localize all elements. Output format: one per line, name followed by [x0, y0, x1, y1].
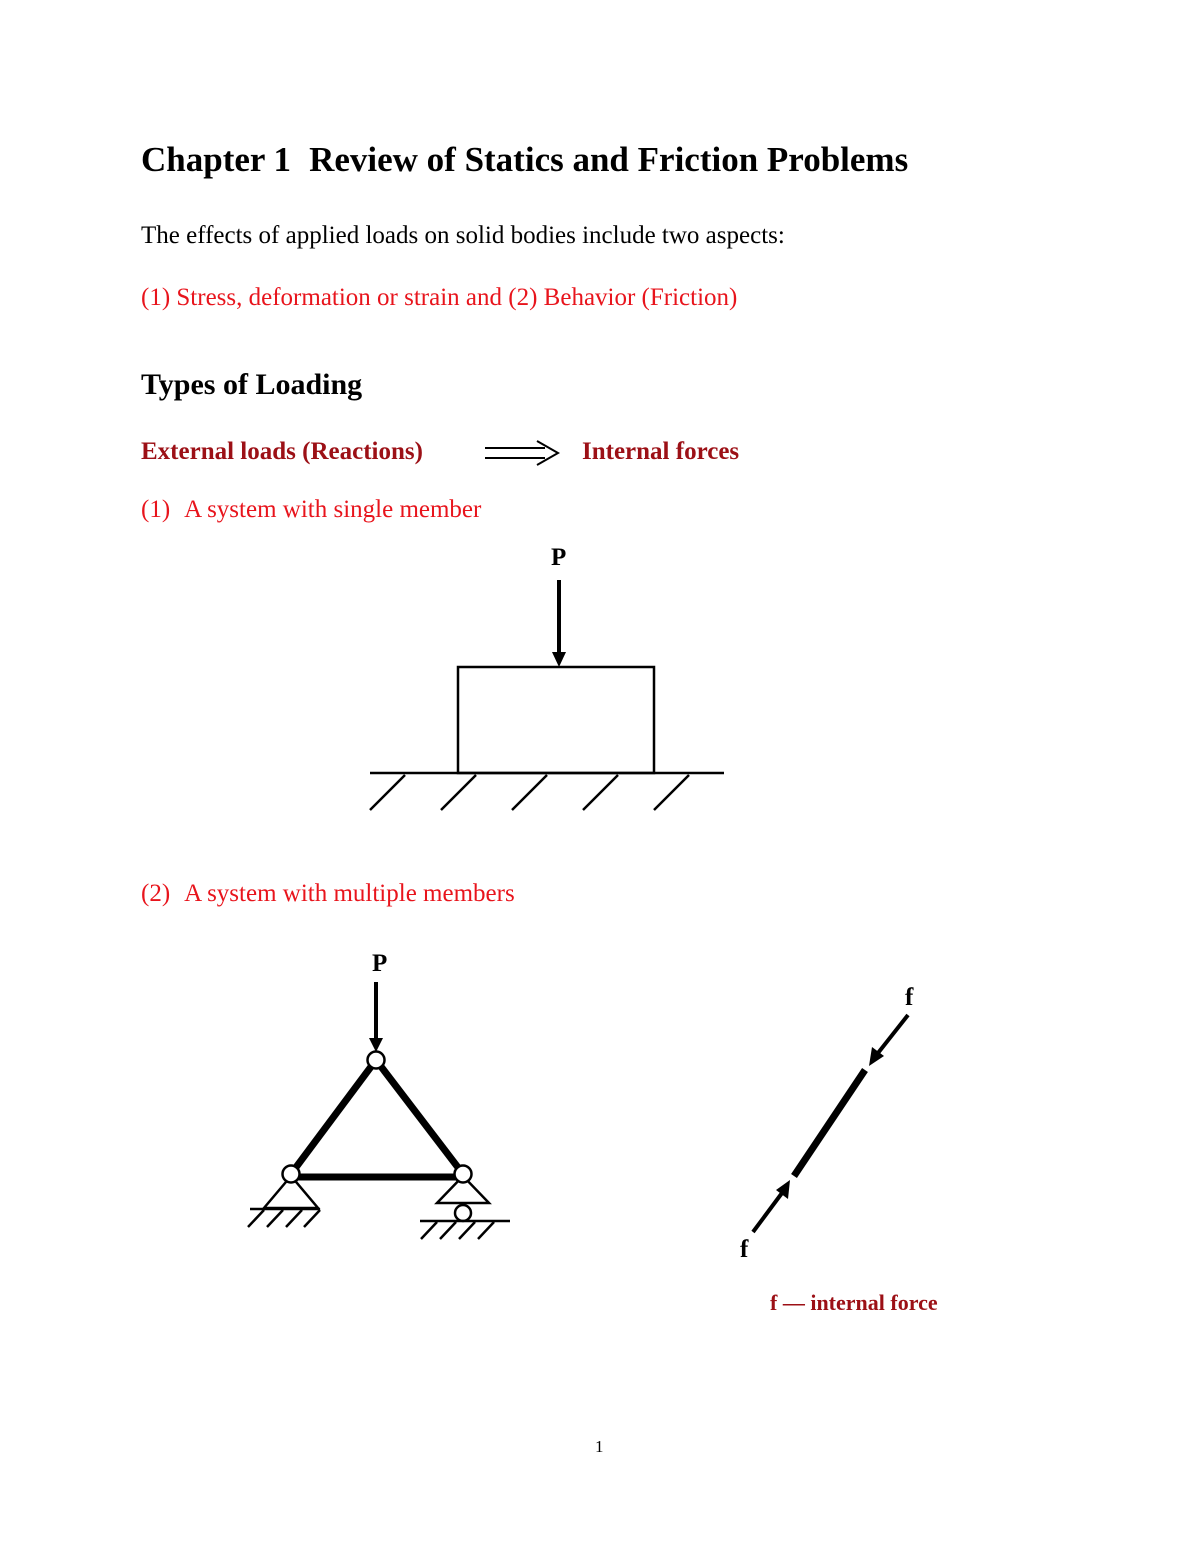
chapter-title-text: Review of Statics and Friction Problems [309, 140, 909, 179]
case2-load-label: P [372, 950, 388, 977]
intro-paragraph: The effects of applied loads on solid bodies include two aspects: [141, 222, 785, 249]
case2-text: A system with multiple members [184, 880, 515, 907]
external-loads-label: External loads (Reactions) [141, 438, 423, 465]
force-label-bottom: f [740, 1236, 749, 1263]
case1-text: A system with single member [184, 496, 482, 523]
chapter-label: Chapter 1 [141, 140, 292, 179]
force-label-top: f [905, 984, 914, 1011]
internal-forces-label: Internal forces [582, 438, 740, 465]
top-force-arrow [869, 1015, 908, 1066]
section-heading: Types of Loading [141, 368, 363, 401]
internal-force-legend: f — internal force [770, 1290, 938, 1315]
aspects-line: (1) Stress, deformation or strain and (2) Behavior (Friction) [141, 284, 738, 311]
page-number: 1 [595, 1437, 604, 1456]
member [794, 1070, 865, 1176]
case1-load-label: P [551, 544, 567, 571]
bottom-force-arrow [753, 1180, 790, 1232]
case2-number: (2) [141, 880, 171, 907]
case1-number: (1) [141, 496, 171, 523]
